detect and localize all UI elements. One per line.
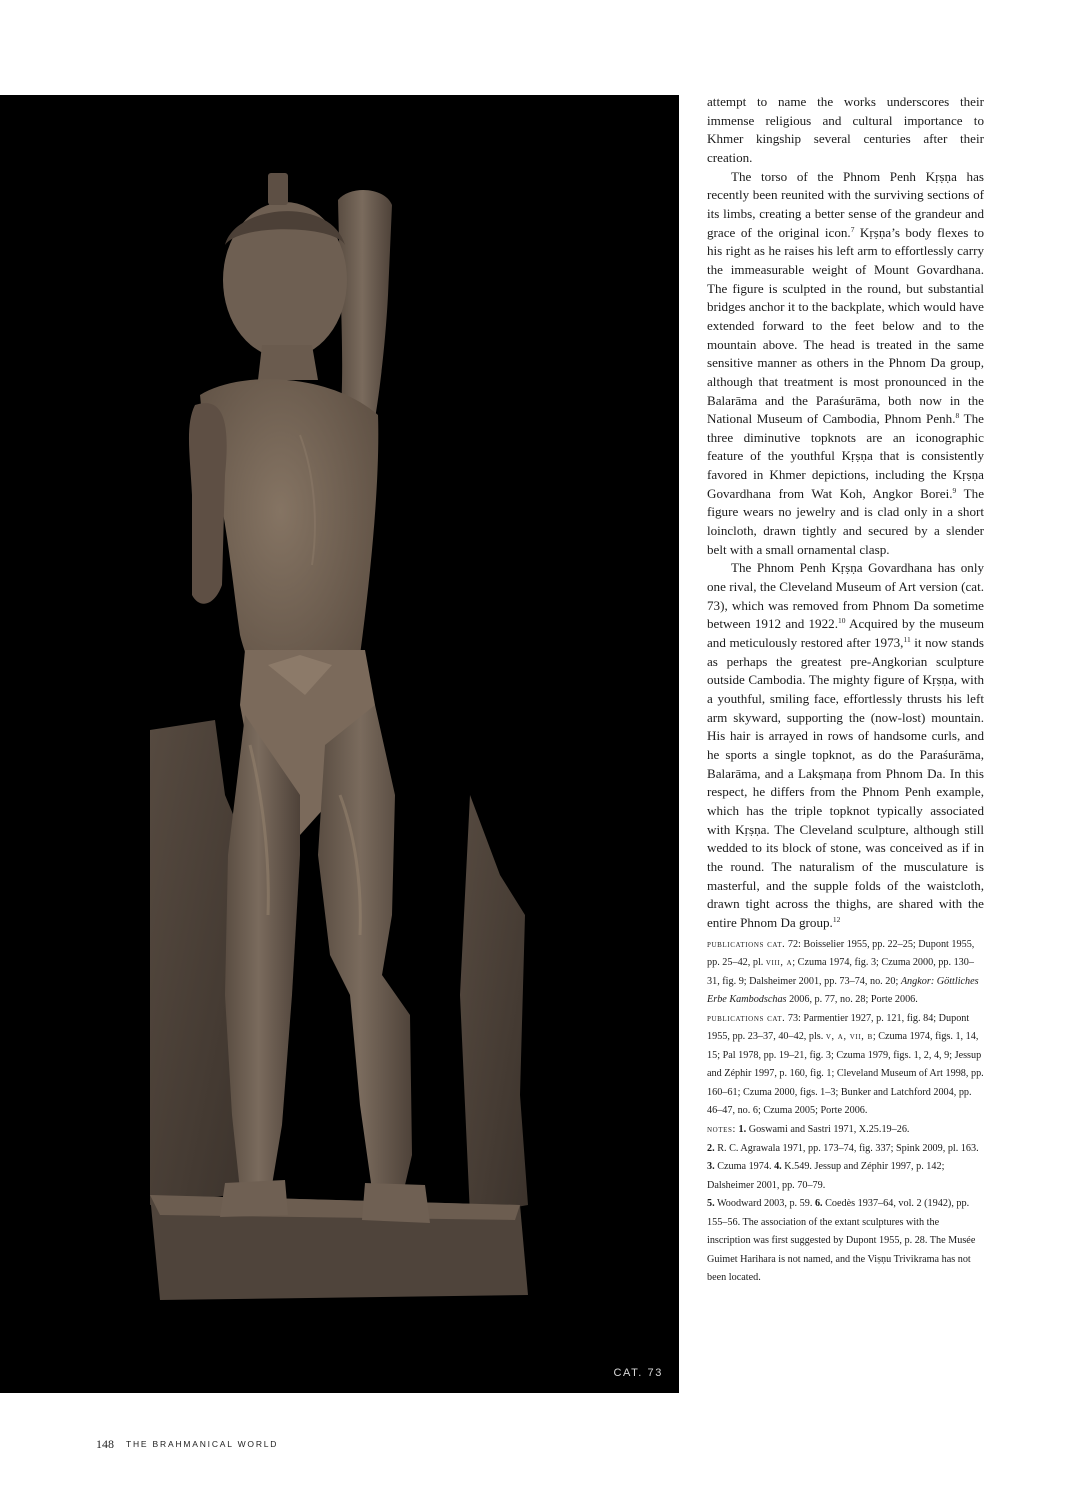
footnote-ref-9: 9 (952, 485, 957, 495)
publication-title: Angkor: Göttliches Erbe Kambodschas (707, 975, 979, 1006)
publications-cat-72 (707, 936, 984, 1010)
footnote-ref-7: 7 (850, 224, 855, 234)
paragraph-1 (707, 93, 984, 168)
note-text: Coedès 1937–64, vol. 2 (1942), pp. 155–56. The association of the extant sculptures with the inscription was first suggested by Dupont 1955, p. 28. The Musée Guimet Harihara is not named, and the Viṣṇu Trivikrama has not been located. (707, 1198, 976, 1284)
note-number: 2. (707, 1142, 715, 1154)
publications-cat-73 (707, 1010, 984, 1121)
publications-73-text-a: 73: Parmentier 1927, p. 121, fig. 84; Dupont 1955, pp. 23–37, 40–42, pls. (707, 1012, 970, 1043)
paragraph-2-text-d: The figure wears no jewelry and is clad only in a short loincloth, drawn tightly and secured by a slender belt with a small ornamental clasp. (707, 485, 985, 557)
paragraph-1-text: attempt to name the works underscores their immense religious and cultural importance to Khmer kingship several centuries after their creation. (707, 94, 984, 165)
footnote-ref-8: 8 (955, 411, 960, 421)
paragraph-2-text-a: The torso of the Phnom Penh Kṛṣṇa has recently been reunited with the surviving sections of its limbs, creating a better sense of the grandeur and grace of the original icon. (707, 168, 984, 240)
note-number: 1. (738, 1124, 747, 1135)
note-text: Woodward 2003, p. 59. (714, 1198, 815, 1210)
footnote-ref-12: 12 (832, 914, 841, 924)
note-number: 6. (814, 1198, 823, 1210)
publications-73-text-b: ; Czuma 1974, figs. 1, 14, 15; Pal 1978, pp. 19–21, fig. 3; Czuma 1979, figs. 1, 2, 4, 9; Jessup and Zéphir 1997, p. 160, fig. 1; Cleveland Museum of Art 1998, pp. 160–61; Czuma 2000, figs. 1–3; Bunker and Latchford 2004, pp. 46–47, no. 6; Czuma 2005; Porte 2006. (707, 1031, 984, 1117)
paragraph-3-text-a: The Phnom Penh Kṛṣṇa Govardhana has only one rival, the Cleveland Museum of Art version (cat. 73), which was removed from Phnom Da sometime between 1912 and 1922. (707, 560, 984, 632)
plate-reference: viii, a (765, 957, 793, 969)
page-footer (96, 1437, 278, 1452)
publications-label: publications cat. (707, 1012, 786, 1024)
figure-caption-label: CAT. 73 (613, 1367, 663, 1379)
note-text: Czuma 1974. (714, 1161, 775, 1173)
publications-72-text-b: ; Czuma 1974, fig. 3; Czuma 2000, pp. 130–31, fig. 9; Dalsheimer 2001, pp. 73–74, no. 20; (707, 957, 974, 987)
paragraph-2 (707, 168, 984, 560)
running-section-title: THE BRAHMANICAL WORLD (126, 1439, 279, 1449)
notes-section (707, 936, 984, 1288)
publications-72-text-a: 72: Boisselier 1955, pp. 22–25; Dupont 1955, pp. 25–42, pl. (707, 938, 975, 969)
note-text: R. C. Agrawala 1971, pp. 173–74, fig. 337; Spink 2009, pl. 163. (714, 1142, 979, 1154)
paragraph-2-text-c: The three diminutive topknots are an iconographic feature of the youthful Kṛṣṇa that is consistently favored in Khmer depictions, including the Kṛṣṇa Govardhana from Wat Koh, Angkor Borei. (707, 411, 984, 501)
note-number: 4. (774, 1161, 782, 1173)
sculpture-photograph (0, 95, 679, 1393)
note-number: 5. (707, 1198, 715, 1210)
footnote-ref-10: 10 (837, 616, 846, 626)
publications-72-text-c: 2006, p. 77, no. 28; Porte 2006. (786, 994, 918, 1006)
plate-reference: v, a, vii, b (825, 1031, 873, 1043)
text-column (707, 93, 984, 1288)
paragraph-3 (707, 559, 984, 932)
krishna-govardhana-sculpture-image (0, 95, 679, 1393)
paragraph-3-text-c: it now stands as perhaps the greatest pre-Angkorian sculpture outside Cambodia. The mighty figure of Kṛṣṇa, with a youthful, smiling face, effortlessly thrusts his left arm skyward, supporting the (now-lost) mountain. His hair is arrayed in rows of handsome curls, and he sports a single topknot, as do the Paraśurāma, Balarāma, and a Lakṣmaṇa from Phnom Da. In this respect, he differs from the Phnom Penh example, which has the triple topknot typically associated with Kṛṣṇa. The Cleveland sculpture, although still wedded to its block of stone, was conceived as if in the round. The naturalism of the musculature is masterful, and the supple folds of the waistcloth, drawn tight across the thighs, are shared with the entire Phnom Da group. (707, 635, 984, 930)
footnote-ref-11: 11 (903, 635, 911, 645)
page-number: 148 (96, 1437, 114, 1451)
publications-label: publications cat. (707, 938, 786, 950)
paragraph-3-text-b: Acquired by the museum and meticulously restored after 1973, (707, 616, 984, 651)
endnotes (707, 1121, 984, 1288)
note-text: Goswami and Sastri 1971, X.25.19–26. (746, 1124, 910, 1135)
notes-label: notes: (707, 1124, 736, 1135)
body-text (707, 93, 984, 933)
paragraph-2-text-b: Kṛṣṇa’s body flexes to his right as he raises his left arm to effortlessly carry the immeasurable weight of Mount Govardhana. The figure is sculpted in the round, but substantial bridges anchor it to the backplate, which would have extended forward to the feet below and to the mountain above. The head is treated in the same sensitive manner as others in the Phnom Da group, although that treatment is most pronounced in the Balarāma and the Paraśurāma, both now in the National Museum of Cambodia, Phnom Penh. (707, 224, 984, 427)
note-number: 3. (707, 1161, 715, 1173)
note-text: K.549. Jessup and Zéphir 1997, p. 142; Dalsheimer 2001, pp. 70–79. (707, 1161, 945, 1191)
